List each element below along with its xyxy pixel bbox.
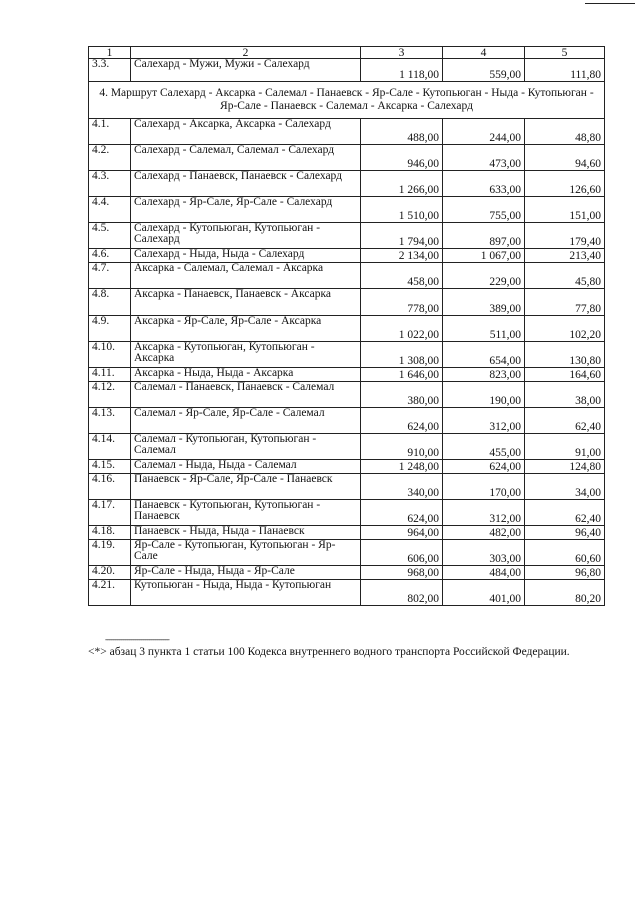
tariff-col-4: 312,00 <box>443 500 525 526</box>
tariff-col-4: 1 067,00 <box>443 249 525 263</box>
route-description: Салемал - Панаевск, Панаевск - Салемал <box>131 382 361 408</box>
tariff-col-5: 62,40 <box>525 408 605 434</box>
header-col-1: 1 <box>89 47 131 59</box>
route-rows <box>89 119 605 606</box>
table-row <box>89 566 605 580</box>
route-description: Салемал - Ныда, Ныда - Салемал <box>131 460 361 474</box>
tariff-table <box>88 46 605 606</box>
row-number: 4.20. <box>89 566 131 580</box>
row-number: 4.14. <box>89 434 131 460</box>
route-description: Салехард - Панаевск, Панаевск - Салехард <box>131 171 361 197</box>
table-row <box>89 145 605 171</box>
tariff-col-5: 96,80 <box>525 566 605 580</box>
route-description: Салехард - Ныда, Ныда - Салехард <box>131 249 361 263</box>
row-number: 4.8. <box>89 289 131 316</box>
row-number: 4.6. <box>89 249 131 263</box>
table-row <box>89 119 605 145</box>
top-edge-line <box>585 3 635 4</box>
table-row <box>89 171 605 197</box>
tariff-table-body <box>89 47 605 119</box>
tariff-col-5: 213,40 <box>525 249 605 263</box>
route-description: Яр-Сале - Кутопьюган, Кутопьюган - Яр-Сале <box>131 540 361 566</box>
tariff-col-5: 34,00 <box>525 474 605 500</box>
tariff-col-3: 1 794,00 <box>361 223 443 249</box>
table-row <box>89 289 605 316</box>
tariff-col-4: 473,00 <box>443 145 525 171</box>
table-row <box>89 460 605 474</box>
table-row <box>89 526 605 540</box>
tariff-col-5: 60,60 <box>525 540 605 566</box>
tariff-col-4: 755,00 <box>443 197 525 223</box>
row-number: 4.4. <box>89 197 131 223</box>
tariff-col-4: 190,00 <box>443 382 525 408</box>
tariff-col-3: 1 646,00 <box>361 368 443 382</box>
header-col-5: 5 <box>525 47 605 59</box>
route-description: Кутопьюган - Ныда, Ныда - Кутопьюган <box>131 580 361 606</box>
table-row <box>89 263 605 289</box>
table-row <box>89 500 605 526</box>
tariff-col-5: 80,20 <box>525 580 605 606</box>
route-description: Салехард - Кутопьюган, Кутопьюган - Салехард <box>131 223 361 249</box>
tariff-col-4: 633,00 <box>443 171 525 197</box>
row-number: 4.3. <box>89 171 131 197</box>
tariff-col-5: 124,80 <box>525 460 605 474</box>
route-description: Панаевск - Кутопьюган, Кутопьюган - Панаевск <box>131 500 361 526</box>
column-number-header-row <box>89 47 605 59</box>
tariff-col-3: 1 510,00 <box>361 197 443 223</box>
tariff-col-5: 48,80 <box>525 119 605 145</box>
table-row <box>89 474 605 500</box>
tariff-col-5: 126,60 <box>525 171 605 197</box>
row-number: 3.3. <box>89 59 131 82</box>
route-description: Аксарка - Кутопьюган, Кутопьюган - Аксарка <box>131 342 361 368</box>
tariff-col-4: 303,00 <box>443 540 525 566</box>
tariff-col-5: 130,80 <box>525 342 605 368</box>
table-row <box>89 368 605 382</box>
tariff-col-4: 559,00 <box>443 59 525 82</box>
tariff-col-3: 1 022,00 <box>361 316 443 342</box>
table-row <box>89 249 605 263</box>
tariff-col-4: 170,00 <box>443 474 525 500</box>
tariff-col-3: 2 134,00 <box>361 249 443 263</box>
row-number: 4.21. <box>89 580 131 606</box>
footnote-separator: -------------------------------- <box>105 634 169 644</box>
row-number: 4.5. <box>89 223 131 249</box>
tariff-col-4: 244,00 <box>443 119 525 145</box>
header-col-2: 2 <box>131 47 361 59</box>
tariff-col-3: 964,00 <box>361 526 443 540</box>
route-description: Салемал - Яр-Сале, Яр-Сале - Салемал <box>131 408 361 434</box>
tariff-col-3: 458,00 <box>361 263 443 289</box>
row-number: 4.11. <box>89 368 131 382</box>
route-description: Салехард - Мужи, Мужи - Салехард <box>131 59 361 82</box>
table-row <box>89 434 605 460</box>
tariff-col-4: 312,00 <box>443 408 525 434</box>
route-description: Яр-Сале - Ныда, Ныда - Яр-Сале <box>131 566 361 580</box>
tariff-col-5: 77,80 <box>525 289 605 316</box>
route-section-title: 4. Маршрут Салехард - Аксарка - Салемал - Панаевск - Яр-Сале - Кутопьюган - Ныда - Кутопьюган - Яр-Сале - Панаевск - Салемал - Аксарка - Салехард <box>89 82 605 119</box>
section-header-row <box>89 82 605 119</box>
table-row <box>89 197 605 223</box>
route-description: Салемал - Кутопьюган, Кутопьюган - Салемал <box>131 434 361 460</box>
row-number: 4.9. <box>89 316 131 342</box>
table-row <box>89 580 605 606</box>
tariff-col-3: 946,00 <box>361 145 443 171</box>
table-row <box>89 408 605 434</box>
tariff-col-4: 511,00 <box>443 316 525 342</box>
row-number: 4.12. <box>89 382 131 408</box>
tariff-col-4: 401,00 <box>443 580 525 606</box>
tariff-col-3: 624,00 <box>361 500 443 526</box>
route-description: Панаевск - Ныда, Ныда - Панаевск <box>131 526 361 540</box>
tariff-col-4: 455,00 <box>443 434 525 460</box>
table-row <box>89 316 605 342</box>
tariff-col-5: 164,60 <box>525 368 605 382</box>
tariff-col-5: 111,80 <box>525 59 605 82</box>
tariff-col-5: 38,00 <box>525 382 605 408</box>
table-row <box>89 540 605 566</box>
row-number: 4.19. <box>89 540 131 566</box>
tariff-col-5: 45,80 <box>525 263 605 289</box>
row-number: 4.16. <box>89 474 131 500</box>
tariff-col-5: 151,00 <box>525 197 605 223</box>
row-number: 4.2. <box>89 145 131 171</box>
route-description: Аксарка - Панаевск, Панаевск - Аксарка <box>131 289 361 316</box>
route-description: Салехард - Яр-Сале, Яр-Сале - Салехард <box>131 197 361 223</box>
route-description: Аксарка - Яр-Сале, Яр-Сале - Аксарка <box>131 316 361 342</box>
tariff-col-4: 823,00 <box>443 368 525 382</box>
tariff-col-3: 340,00 <box>361 474 443 500</box>
row-number: 4.13. <box>89 408 131 434</box>
tariff-col-3: 802,00 <box>361 580 443 606</box>
route-description: Аксарка - Ныда, Ныда - Аксарка <box>131 368 361 382</box>
tariff-col-4: 389,00 <box>443 289 525 316</box>
tariff-col-4: 897,00 <box>443 223 525 249</box>
tariff-col-3: 488,00 <box>361 119 443 145</box>
route-description: Салехард - Салемал, Салемал - Салехард <box>131 145 361 171</box>
tariff-col-3: 1 118,00 <box>361 59 443 82</box>
table-row <box>89 59 605 82</box>
tariff-col-4: 624,00 <box>443 460 525 474</box>
table-row <box>89 223 605 249</box>
tariff-col-4: 484,00 <box>443 566 525 580</box>
tariff-col-3: 606,00 <box>361 540 443 566</box>
route-description: Панаевск - Яр-Сале, Яр-Сале - Панаевск <box>131 474 361 500</box>
tariff-col-5: 96,40 <box>525 526 605 540</box>
row-number: 4.7. <box>89 263 131 289</box>
row-number: 4.17. <box>89 500 131 526</box>
tariff-col-5: 91,00 <box>525 434 605 460</box>
tariff-col-5: 94,60 <box>525 145 605 171</box>
tariff-col-3: 380,00 <box>361 382 443 408</box>
tariff-col-4: 229,00 <box>443 263 525 289</box>
route-description: Аксарка - Салемал, Салемал - Аксарка <box>131 263 361 289</box>
row-number: 4.15. <box>89 460 131 474</box>
tariff-col-3: 1 266,00 <box>361 171 443 197</box>
tariff-col-3: 1 308,00 <box>361 342 443 368</box>
tariff-col-3: 778,00 <box>361 289 443 316</box>
row-number: 4.10. <box>89 342 131 368</box>
tariff-col-3: 968,00 <box>361 566 443 580</box>
table-row <box>89 342 605 368</box>
tariff-col-3: 624,00 <box>361 408 443 434</box>
tariff-col-5: 62,40 <box>525 500 605 526</box>
row-number: 4.1. <box>89 119 131 145</box>
footnote-text: <*> абзац 3 пункта 1 статьи 100 Кодекса внутреннего водного транспорта Российской Федерации. <box>88 646 570 658</box>
tariff-col-5: 102,20 <box>525 316 605 342</box>
row-number: 4.18. <box>89 526 131 540</box>
tariff-col-4: 482,00 <box>443 526 525 540</box>
tariff-col-3: 910,00 <box>361 434 443 460</box>
header-col-3: 3 <box>361 47 443 59</box>
tariff-col-4: 654,00 <box>443 342 525 368</box>
tariff-col-5: 179,40 <box>525 223 605 249</box>
route-description: Салехард - Аксарка, Аксарка - Салехард <box>131 119 361 145</box>
header-col-4: 4 <box>443 47 525 59</box>
tariff-col-3: 1 248,00 <box>361 460 443 474</box>
table-row <box>89 382 605 408</box>
